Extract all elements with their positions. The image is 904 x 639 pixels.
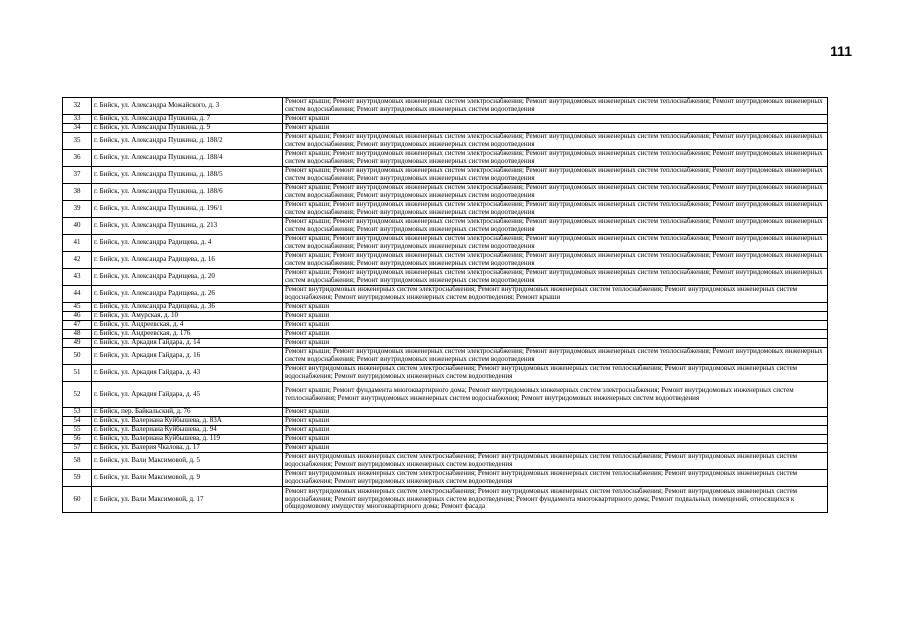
address-cell: г. Бийск, ул. Александра Пушкина, д. 188/6 xyxy=(92,184,283,201)
address-cell: г. Бийск, ул. Александра Радищева, д. 20 xyxy=(92,269,283,286)
table-row xyxy=(63,235,828,252)
address-cell: г. Бийск, ул. Валериана Куйбышева, д. 83А xyxy=(92,417,283,426)
row-number: 56 xyxy=(63,435,92,444)
row-number: 50 xyxy=(63,348,92,365)
table-row xyxy=(63,321,828,330)
works-cell: Ремонт крыши; Ремонт внутридомовых инженерных систем электроснабжения; Ремонт внутридомовых инженерных систем теплоснабжения; Ремонт внутридомовых инженерных систем водоснабжения; Ремонт внутридомовых инженерных систем водоотведения xyxy=(283,98,828,115)
row-number: 32 xyxy=(63,98,92,115)
table-row xyxy=(63,218,828,235)
table-row xyxy=(63,201,828,218)
table-row xyxy=(63,303,828,312)
address-cell: г. Бийск, ул. Александра Пушкина, д. 188/4 xyxy=(92,150,283,167)
works-cell: Ремонт крыши xyxy=(283,321,828,330)
works-cell: Ремонт внутридомовых инженерных систем электроснабжения; Ремонт внутридомовых инженерных систем теплоснабжения; Ремонт внутридомовых инженерных систем водоснабжения; Ремонт внутридомовых инженерных систем водоотведения; Ремонт крыши xyxy=(283,286,828,303)
address-cell: г. Бийск, ул. Валериана Куйбышева, д. 119 xyxy=(92,435,283,444)
row-number: 38 xyxy=(63,184,92,201)
repair-schedule-table xyxy=(62,97,828,513)
works-cell: Ремонт крыши; Ремонт внутридомовых инженерных систем электроснабжения; Ремонт внутридомовых инженерных систем теплоснабжения; Ремонт внутридомовых инженерных систем водоснабжения; Ремонт внутридомовых инженерных систем водоотведения xyxy=(283,167,828,184)
address-cell: г. Бийск, ул. Александра Радищева, д. 26 xyxy=(92,286,283,303)
address-cell: г. Бийск, ул. Вали Максимовой, д. 17 xyxy=(92,487,283,513)
works-cell: Ремонт крыши; Ремонт внутридомовых инженерных систем электроснабжения; Ремонт внутридомовых инженерных систем теплоснабжения; Ремонт внутридомовых инженерных систем водоснабжения; Ремонт внутридомовых инженерных систем водоотведения xyxy=(283,133,828,150)
address-cell: г. Бийск, ул. Александра Пушкина, д. 196/1 xyxy=(92,201,283,218)
row-number: 55 xyxy=(63,426,92,435)
row-number: 41 xyxy=(63,235,92,252)
table-row xyxy=(63,444,828,453)
row-number: 59 xyxy=(63,470,92,487)
address-cell: г. Бийск, ул. Андреевская, д. 176 xyxy=(92,330,283,339)
table-row xyxy=(63,382,828,408)
address-cell: г. Бийск, ул. Александра Радищева, д. 36 xyxy=(92,303,283,312)
page-number: 111 xyxy=(830,43,852,59)
table-row xyxy=(63,184,828,201)
address-cell: г. Бийск, ул. Амурская, д. 10 xyxy=(92,312,283,321)
row-number: 37 xyxy=(63,167,92,184)
address-cell: г. Бийск, ул. Александра Радищева, д. 4 xyxy=(92,235,283,252)
address-cell: г. Бийск, ул. Александра Пушкина, д. 188/5 xyxy=(92,167,283,184)
table-row xyxy=(63,470,828,487)
table-row xyxy=(63,365,828,382)
row-number: 54 xyxy=(63,417,92,426)
address-cell: г. Бийск, ул. Аркадия Гайдара, д. 16 xyxy=(92,348,283,365)
address-cell: г. Бийск, пер. Байкальский, д. 76 xyxy=(92,408,283,417)
works-cell: Ремонт внутридомовых инженерных систем электроснабжения; Ремонт внутридомовых инженерных систем теплоснабжения; Ремонт внутридомовых инженерных систем водоснабжения; Ремонт внутридомовых инженерных систем водоотведения xyxy=(283,453,828,470)
table-row xyxy=(63,286,828,303)
address-cell: г. Бийск, ул. Валериана Куйбышева, д. 94 xyxy=(92,426,283,435)
works-cell: Ремонт крыши; Ремонт фундамента многоквартирного дома; Ремонт внутридомовых инженерных систем электроснабжения; Ремонт внутридомовых инженерных систем теплоснабжения; Ремонт внутридомовых инженерных систем водоснабжения; Ремонт внутридомовых инженерных систем водоотведения xyxy=(283,382,828,408)
works-cell: Ремонт крыши; Ремонт внутридомовых инженерных систем электроснабжения; Ремонт внутридомовых инженерных систем теплоснабжения; Ремонт внутридомовых инженерных систем водоснабжения; Ремонт внутридомовых инженерных систем водоотведения xyxy=(283,235,828,252)
table-row xyxy=(63,150,828,167)
works-cell: Ремонт крыши; Ремонт внутридомовых инженерных систем электроснабжения; Ремонт внутридомовых инженерных систем теплоснабжения; Ремонт внутридомовых инженерных систем водоснабжения; Ремонт внутридомовых инженерных систем водоотведения xyxy=(283,348,828,365)
row-number: 43 xyxy=(63,269,92,286)
works-cell: Ремонт внутридомовых инженерных систем электроснабжения; Ремонт внутридомовых инженерных систем теплоснабжения; Ремонт внутридомовых инженерных систем водоснабжения; Ремонт внутридомовых инженерных систем водоотведения; Ремонт фундамента многоквартирного дома; Ремонт подвальных помещений, относящихся к общедомовому имуществу многоквартирного дома; Ремонт фасада xyxy=(283,487,828,513)
table-row xyxy=(63,435,828,444)
table-body xyxy=(63,98,828,513)
row-number: 49 xyxy=(63,339,92,348)
address-cell: г. Бийск, ул. Аркадия Гайдара, д. 14 xyxy=(92,339,283,348)
table-row xyxy=(63,339,828,348)
row-number: 60 xyxy=(63,487,92,513)
row-number: 44 xyxy=(63,286,92,303)
works-cell: Ремонт крыши xyxy=(283,115,828,124)
works-cell: Ремонт внутридомовых инженерных систем электроснабжения; Ремонт внутридомовых инженерных систем теплоснабжения; Ремонт внутридомовых инженерных систем водоснабжения; Ремонт внутридомовых инженерных систем водоотведения xyxy=(283,470,828,487)
works-cell: Ремонт крыши xyxy=(283,426,828,435)
address-cell: г. Бийск, ул. Александра Пушкина, д. 213 xyxy=(92,218,283,235)
row-number: 39 xyxy=(63,201,92,218)
works-cell: Ремонт крыши xyxy=(283,303,828,312)
works-cell: Ремонт крыши; Ремонт внутридомовых инженерных систем электроснабжения; Ремонт внутридомовых инженерных систем теплоснабжения; Ремонт внутридомовых инженерных систем водоснабжения; Ремонт внутридомовых инженерных систем водоотведения xyxy=(283,201,828,218)
table-row xyxy=(63,312,828,321)
row-number: 52 xyxy=(63,382,92,408)
works-cell: Ремонт крыши xyxy=(283,435,828,444)
address-cell: г. Бийск, ул. Александра Пушкина, д. 9 xyxy=(92,124,283,133)
address-cell: г. Бийск, ул. Александра Пушкина, д. 188/2 xyxy=(92,133,283,150)
works-cell: Ремонт крыши xyxy=(283,339,828,348)
row-number: 33 xyxy=(63,115,92,124)
address-cell: г. Бийск, ул. Андреевская, д. 4 xyxy=(92,321,283,330)
table-row xyxy=(63,408,828,417)
works-cell: Ремонт крыши; Ремонт внутридомовых инженерных систем электроснабжения; Ремонт внутридомовых инженерных систем теплоснабжения; Ремонт внутридомовых инженерных систем водоснабжения; Ремонт внутридомовых инженерных систем водоотведения xyxy=(283,252,828,269)
works-cell: Ремонт крыши xyxy=(283,417,828,426)
row-number: 36 xyxy=(63,150,92,167)
row-number: 42 xyxy=(63,252,92,269)
table-row xyxy=(63,124,828,133)
table-row xyxy=(63,167,828,184)
row-number: 48 xyxy=(63,330,92,339)
address-cell: г. Бийск, ул. Валерия Чкалова, д. 17 xyxy=(92,444,283,453)
row-number: 51 xyxy=(63,365,92,382)
works-cell: Ремонт крыши; Ремонт внутридомовых инженерных систем электроснабжения; Ремонт внутридомовых инженерных систем теплоснабжения; Ремонт внутридомовых инженерных систем водоснабжения; Ремонт внутридомовых инженерных систем водоотведения xyxy=(283,150,828,167)
row-number: 34 xyxy=(63,124,92,133)
table-row xyxy=(63,453,828,470)
table-row xyxy=(63,348,828,365)
address-cell: г. Бийск, ул. Александра Пушкина, д. 7 xyxy=(92,115,283,124)
table-row xyxy=(63,269,828,286)
works-cell: Ремонт крыши xyxy=(283,444,828,453)
table-row xyxy=(63,133,828,150)
address-cell: г. Бийск, ул. Вали Максимовой, д. 9 xyxy=(92,470,283,487)
address-cell: г. Бийск, ул. Александра Можайского, д. 3 xyxy=(92,98,283,115)
table-row xyxy=(63,417,828,426)
table-row xyxy=(63,330,828,339)
works-cell: Ремонт крыши xyxy=(283,330,828,339)
row-number: 46 xyxy=(63,312,92,321)
row-number: 53 xyxy=(63,408,92,417)
address-cell: г. Бийск, ул. Вали Максимовой, д. 5 xyxy=(92,453,283,470)
row-number: 45 xyxy=(63,303,92,312)
works-cell: Ремонт крыши; Ремонт внутридомовых инженерных систем электроснабжения; Ремонт внутридомовых инженерных систем теплоснабжения; Ремонт внутридомовых инженерных систем водоснабжения; Ремонт внутридомовых инженерных систем водоотведения xyxy=(283,269,828,286)
row-number: 58 xyxy=(63,453,92,470)
row-number: 40 xyxy=(63,218,92,235)
works-cell: Ремонт крыши; Ремонт внутридомовых инженерных систем электроснабжения; Ремонт внутридомовых инженерных систем теплоснабжения; Ремонт внутридомовых инженерных систем водоснабжения; Ремонт внутридомовых инженерных систем водоотведения xyxy=(283,184,828,201)
table-row xyxy=(63,252,828,269)
works-cell: Ремонт крыши xyxy=(283,124,828,133)
address-cell: г. Бийск, ул. Аркадия Гайдара, д. 45 xyxy=(92,382,283,408)
address-cell: г. Бийск, ул. Аркадия Гайдара, д. 43 xyxy=(92,365,283,382)
row-number: 57 xyxy=(63,444,92,453)
works-cell: Ремонт крыши xyxy=(283,312,828,321)
works-cell: Ремонт внутридомовых инженерных систем электроснабжения; Ремонт внутридомовых инженерных систем теплоснабжения; Ремонт внутридомовых инженерных систем водоснабжения; Ремонт внутридомовых инженерных систем водоотведения xyxy=(283,365,828,382)
table-row xyxy=(63,115,828,124)
works-cell: Ремонт крыши xyxy=(283,408,828,417)
table-row xyxy=(63,426,828,435)
works-cell: Ремонт крыши; Ремонт внутридомовых инженерных систем электроснабжения; Ремонт внутридомовых инженерных систем теплоснабжения; Ремонт внутридомовых инженерных систем водоснабжения; Ремонт внутридомовых инженерных систем водоотведения xyxy=(283,218,828,235)
table-row xyxy=(63,487,828,513)
row-number: 47 xyxy=(63,321,92,330)
row-number: 35 xyxy=(63,133,92,150)
table-row xyxy=(63,98,828,115)
address-cell: г. Бийск, ул. Александра Радищева, д. 16 xyxy=(92,252,283,269)
